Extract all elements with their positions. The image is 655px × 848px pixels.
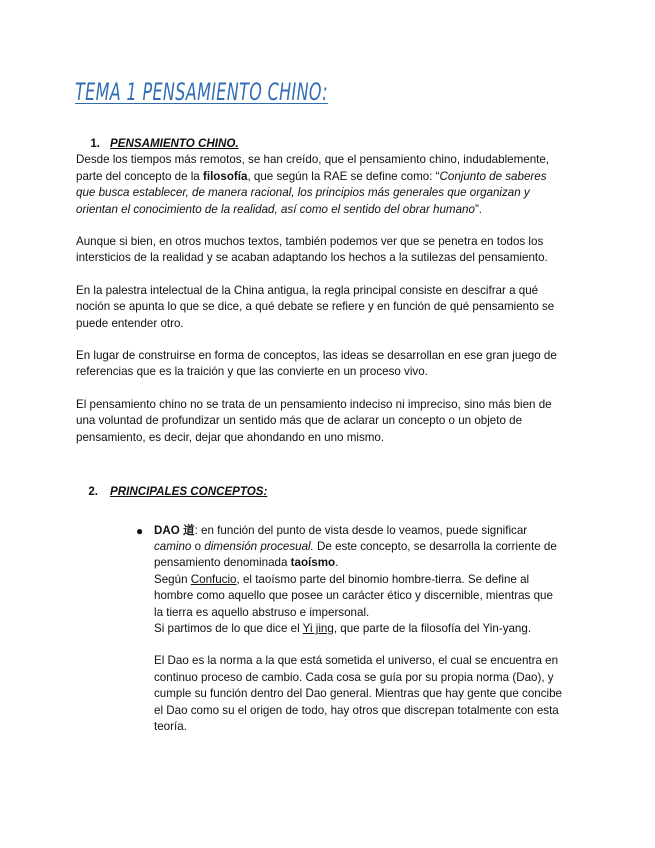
section-heading-1 [76,136,562,152]
text-run: Si partimos de lo que dice el [154,621,303,635]
text-run: , que según la RAE se define como: “ [247,169,440,183]
text-run: o [191,539,205,553]
paragraph [76,152,562,218]
bold-term: DAO 道 [154,523,195,537]
text-run: De este concepto, se desarrolla la corriente de pensamiento denominada [154,539,557,570]
paragraph: Aunque si bien, en otros muchos textos, también podemos ver que se penetra en todos los intersticios de la realidad y se acaban adaptando los hechos a la sutilezas del pensamiento. [76,235,548,265]
text-run: . [335,556,339,570]
section-title: PRINCIPALES CONCEPTOS: [110,485,268,499]
italic-term: camino [154,539,192,553]
paragraph [154,572,562,621]
list-item [136,523,562,736]
text-run: Según [154,572,191,586]
confucio-link[interactable]: Confucio [190,572,237,586]
text-run: ”. [474,202,483,216]
yi-jing-link[interactable]: Yi jing [302,621,334,635]
paragraph: En la palestra intelectual de la China antigua, la regla principal consiste en descifrar a qué noción se apunta lo que se dice, a qué debate se refiere y en función de qué pensamiento se puede entender otro. [76,283,555,330]
paragraph: El pensamiento chino no se trata de un pensamiento indeciso ni impreciso, sino más bien de una voluntad de profundizar un sentido más que de aclarar un concepto o un objeto de pensamiento, es decir, dejar que ahondando en uno mismo. [76,397,552,444]
paragraph: El Dao es la norma a la que está sometida el universo, el cual se encuentra en continuo proceso de cambio. Cada cosa se guía por su propia norma (Dao), y cumple su función dentro del Dao general. Mientras que hay gente que concibe el Dao como su el origen de todo, hay otros que discrepan totalmente con esta teoría. [154,654,562,733]
bold-term: filosofía [202,169,248,183]
section-number: 2. [88,485,98,499]
paragraph: En lugar de construirse en forma de conceptos, las ideas se desarrollan en ese gran juego de referencias que es la traición y que las convierte en un proceso vivo. [76,349,557,379]
paragraph [154,621,562,637]
rae-quote: Conjunto de saberes que busca establecer, de manera racional, los principios más generales que organizan y orientan el conocimiento de la realidad, así como el sentido del obrar humano [76,169,547,216]
bold-term: taoísmo [290,556,336,570]
bullet-icon: ● [136,523,144,538]
italic-term: dimensión procesual. [204,539,314,553]
text-run: , el taoísmo parte del binomio hombre-tierra. Se define al hombre como aquello que posee un carácter ético y discernible, mientras que la tierra es aquello abstruso e impersonal. [154,572,553,619]
section-title: PENSAMIENTO CHINO. [110,137,239,150]
section-number: 1. [90,137,100,150]
text-run: : en función del punto de vista desde lo veamos, puede significar [194,523,528,537]
page-title: TEMA 1 PENSAMIENTO CHINO: [75,78,328,106]
document-body [76,136,562,735]
paragraph [154,523,562,572]
text-run: , que parte de la filosofía del Yin-yang. [333,621,532,635]
text-run: Desde los tiempos más remotos, se han creído, que el pensamiento chino, indudablemente, parte del concepto de la [76,153,550,183]
section-heading-2 [84,484,562,500]
